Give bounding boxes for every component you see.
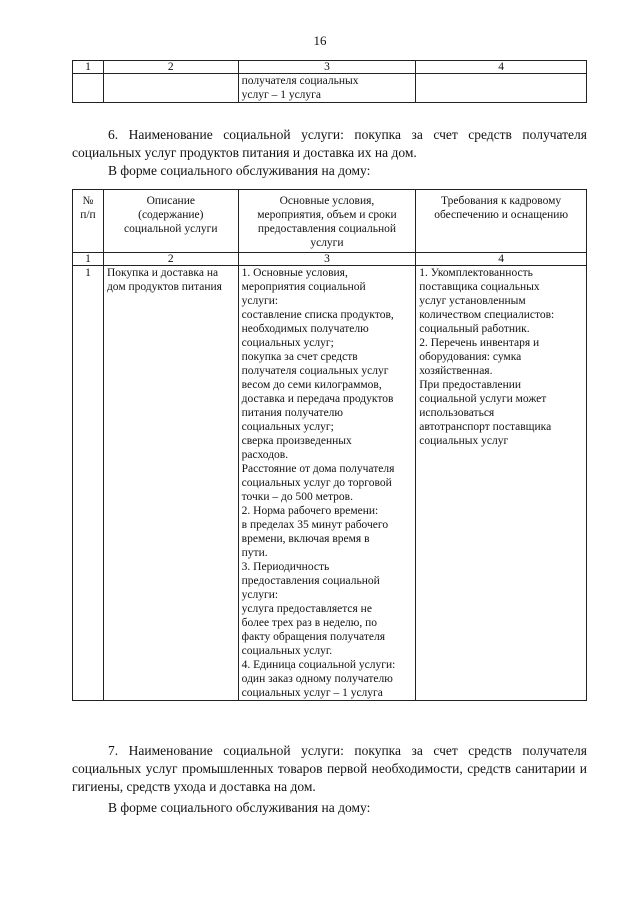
header-description: Описание (содержание) социальной услуги	[103, 190, 238, 253]
table-service-6	[72, 189, 587, 701]
cell-num	[73, 74, 104, 103]
table-header-row	[73, 190, 587, 253]
header-num: № п/п	[73, 190, 104, 253]
column-number-row	[73, 253, 587, 266]
cell-requirements	[416, 74, 587, 103]
header-requirements: Требования к кадровому обеспечению и оснащению	[416, 190, 587, 253]
cell-conditions: получателя социальных услуг – 1 услуга	[238, 74, 416, 103]
column-number: 1	[73, 253, 104, 266]
section6-form: В форме социального обслуживания на дому:	[108, 163, 371, 178]
cell-description: Покупка и доставка на дом продуктов питания	[103, 266, 238, 701]
table-continuation	[72, 60, 587, 103]
header-conditions: Основные условия, мероприятия, объем и сроки предоставления социальной услуги	[238, 190, 416, 253]
cell-requirements: 1. Укомплектованность поставщика социальных услуг установленным количеством специалистов: социальный работник. 2. Перечень инвентаря и оборудования: сумка хозяйственная. При предоставлении социальной услуги может использоваться автотранспорт поставщика социальных услуг	[416, 266, 587, 701]
column-number: 2	[103, 61, 238, 74]
column-number-row	[73, 61, 587, 74]
column-number: 4	[416, 61, 587, 74]
column-number: 4	[416, 253, 587, 266]
column-number: 3	[238, 253, 416, 266]
column-number: 3	[238, 61, 416, 74]
cell-num: 1	[73, 266, 104, 701]
page-number: 16	[313, 33, 327, 48]
cell-conditions: 1. Основные условия, мероприятия социальной услуги: составление списка продуктов, необходимых получателю социальных услуг; покупка за счет средств получателя социальных услуг весом до семи килограммов, доставка и передача продуктов питания получателю социальных услуг; сверка произведенных расходов. Расстояние от дома получателя социальных услуг до торговой точки – до 500 метров. 2. Норма рабочего времени: в пределах 35 минут рабочего времени, включая время в пути. 3. Периодичность предоставления социальной услуги: услуга предоставляется не более трех раз в неделю, по факту обращения получателя социальных услуг. 4. Единица социальной услуги: один заказ одному получателю социальных услуг – 1 услуга	[238, 266, 416, 701]
section7-form: В форме социального обслуживания на дому:	[108, 800, 371, 815]
column-number: 1	[73, 61, 104, 74]
table-row	[73, 74, 587, 103]
column-number: 2	[103, 253, 238, 266]
section6-title: 6. Наименование социальной услуги: покупка за счет средств получателя социальных услуг продуктов питания и доставка их на дом.	[72, 127, 587, 160]
table-row	[73, 266, 587, 701]
cell-description	[103, 74, 238, 103]
section7-title: 7. Наименование социальной услуги: покупка за счет средств получателя социальных услуг промышленных товаров первой необходимости, средств санитарии и гигиены, средств ухода и доставка на дом.	[72, 743, 587, 794]
